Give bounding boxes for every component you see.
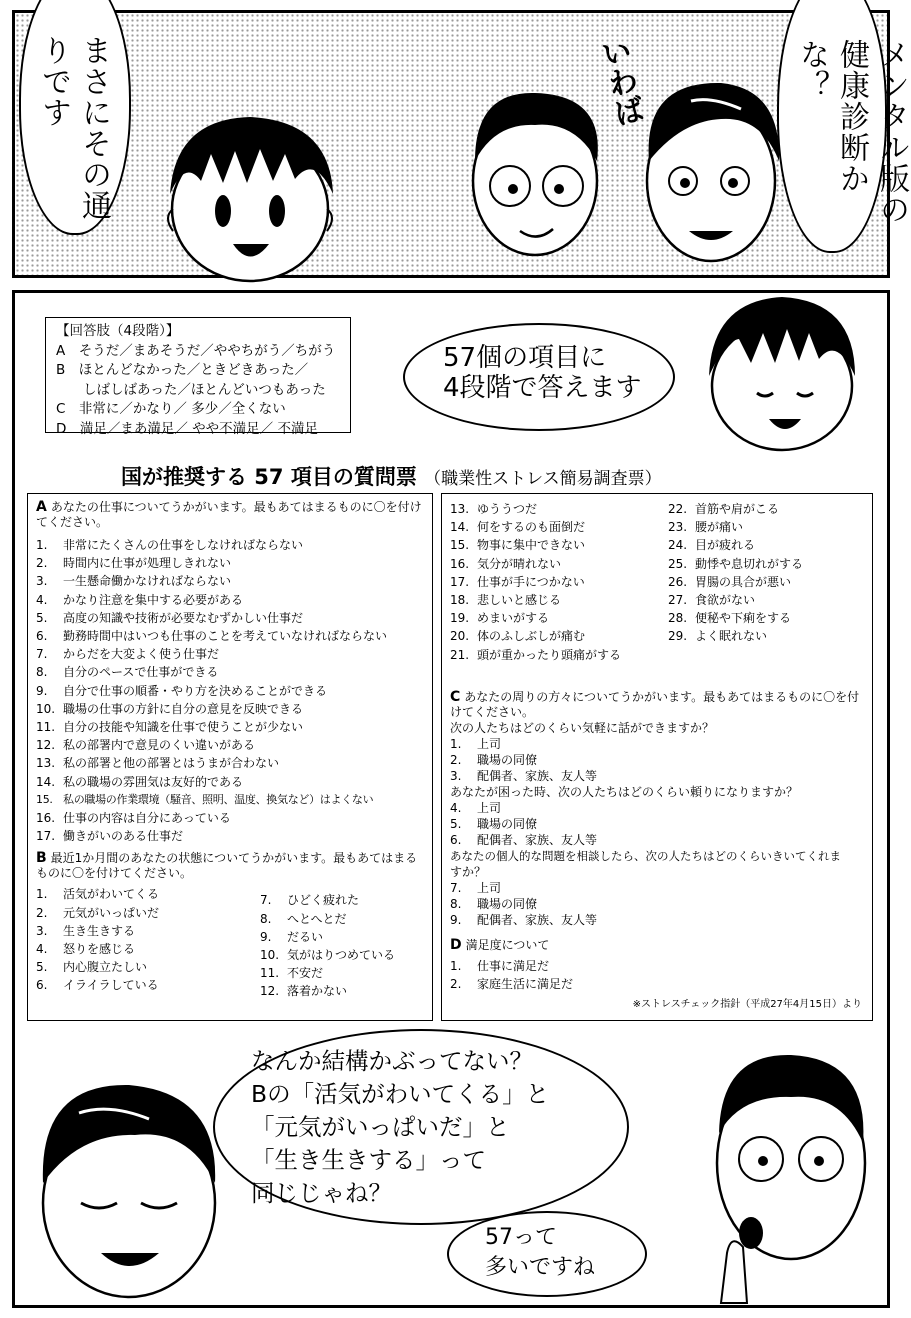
speech-line: 57個の項目に [443, 343, 607, 373]
item-text: 内心腹立たしい [63, 960, 148, 975]
section-b-item [668, 627, 803, 645]
section-a-item [36, 609, 424, 627]
section-a-letter: A [36, 499, 47, 515]
item-number: 28. [668, 611, 688, 626]
item-number: 6. [36, 629, 48, 644]
item-text: 動悸や息切れがする [695, 556, 804, 571]
line-number: 5. [450, 817, 462, 831]
section-d-item [450, 957, 864, 975]
item-number: 26. [668, 574, 688, 589]
item-number: 5. [36, 960, 48, 975]
item-text: 何をするのも面倒だ [477, 520, 586, 535]
source-note: ※ストレスチェック指針（平成27年4月15日）より [632, 999, 862, 1010]
section-b-item [668, 609, 803, 627]
section-b-item [36, 976, 159, 994]
section-a-item [36, 663, 424, 681]
section-d-letter: D [450, 937, 462, 953]
section-b-list-col4 [668, 500, 803, 646]
line-number: 7. [450, 881, 462, 895]
item-number: 19. [450, 611, 470, 626]
item-number: 10. [260, 948, 280, 963]
speech-line: 4段階で答えます [443, 373, 642, 403]
section-b-item [450, 627, 621, 645]
line-text: 職場の同僚 [477, 897, 538, 911]
item-number: 25. [668, 556, 688, 571]
item-text: 勤務時間中はいつも仕事のことを考えていなければならない [63, 629, 388, 644]
section-b-item [668, 518, 803, 536]
speech-text-right: メンタル版の健康診断かな？ [794, 39, 909, 225]
item-text: 便秘や下痢をする [695, 611, 792, 626]
answer-option-line: D 満足／まあ満足／ やや不満足／ 不満足 [56, 420, 318, 437]
glasses-man-face-illustration-2 [691, 1033, 881, 1303]
speech-line: 同じじゃね？ [251, 1179, 392, 1207]
item-number: 27. [668, 593, 688, 608]
line-number: 6. [450, 833, 462, 847]
item-text: 目が疲れる [695, 538, 756, 553]
speech-text-top [443, 343, 663, 403]
questionnaire-right-box [441, 493, 873, 1021]
item-text: 仕事の内容は自分にあっている [63, 811, 231, 826]
speech-line: 多いですね [485, 1255, 596, 1280]
section-b-intro: 最近1か月間のあなたの状態についてうかがいます。最もあてはまるものに〇を付けてください。 [36, 851, 418, 881]
boy-face-illustration [145, 99, 355, 289]
questionnaire-title [121, 461, 662, 491]
section-c-line [450, 736, 864, 752]
section-b-item [450, 609, 621, 627]
section-a-item [36, 827, 424, 845]
line-text: 上司 [477, 737, 502, 751]
section-a-header [36, 500, 424, 530]
title-main: 国が推奨する 57 項目の質問票 [121, 465, 417, 489]
section-c-letter: C [450, 689, 461, 705]
item-number: 21. [450, 647, 470, 662]
item-number: 8. [260, 911, 272, 926]
item-number: 4. [36, 942, 48, 957]
line-text: 上司 [477, 801, 502, 815]
item-number: 15. [450, 538, 470, 553]
item-text: 働きがいのある仕事だ [63, 829, 184, 844]
item-number: 2. [36, 556, 48, 571]
older-man-face-illustration [631, 71, 791, 271]
item-number: 17. [36, 829, 56, 844]
item-number: 15. [36, 792, 53, 806]
item-text: 悲しいと感じる [477, 593, 562, 608]
panel-2 [12, 290, 890, 1308]
section-c-header [450, 690, 864, 720]
item-text: ひどく疲れた [287, 893, 360, 908]
item-number: 2. [450, 977, 462, 992]
section-b-item [450, 500, 621, 518]
item-text: 不安だ [287, 966, 324, 981]
item-text: 自分のペースで仕事ができる [63, 665, 219, 680]
section-d-intro: 満足度について [465, 938, 550, 952]
item-number: 16. [36, 811, 56, 826]
section-c-list [450, 720, 864, 928]
item-number: 13. [36, 756, 56, 771]
section-b-item [450, 573, 621, 591]
section-c-line [450, 752, 864, 768]
item-number: 11. [260, 966, 280, 981]
item-number: 1. [450, 959, 462, 973]
section-a-item [36, 700, 424, 718]
item-text: めまいがする [477, 611, 550, 626]
answer-options-heading: 【回答肢（4段階）】 [56, 323, 180, 339]
item-text: からだを大変よく使う仕事だ [63, 647, 220, 662]
section-b-item [450, 646, 621, 664]
section-b-item [36, 940, 159, 958]
section-d-item [450, 975, 864, 993]
section-b-item [450, 591, 621, 609]
boy-face-illustration-2 [687, 281, 877, 461]
questionnaire-left-box [27, 493, 433, 1021]
item-number: 1. [36, 887, 48, 902]
section-a-item [36, 682, 424, 700]
item-text: 首筋や肩がこる [695, 502, 780, 516]
item-text: へとへとだ [287, 911, 347, 926]
item-text: 私の部署内で意見のくい違いがある [63, 738, 256, 753]
item-number: 6. [36, 978, 48, 993]
item-number: 13. [450, 502, 470, 516]
section-b-item [260, 928, 395, 946]
section-c-line [450, 832, 864, 848]
line-text: 上司 [477, 881, 502, 895]
item-text: ゆううつだ [477, 502, 538, 516]
section-c-line [450, 864, 864, 880]
item-number: 8. [36, 665, 48, 680]
item-number: 17. [450, 574, 470, 589]
item-text: 腰が痛い [695, 520, 744, 535]
line-number: 3. [450, 769, 462, 783]
item-number: 5. [36, 610, 48, 625]
section-a-item [36, 572, 424, 590]
section-c-line [450, 768, 864, 784]
section-c-line [450, 848, 864, 864]
section-a-item [36, 591, 424, 609]
section-b-header [36, 851, 424, 881]
section-a-item [36, 554, 424, 572]
section-b-item [260, 982, 395, 1000]
item-number: 12. [260, 984, 280, 999]
item-text: 私の部署と他の部署とはうまが合わない [63, 756, 280, 771]
item-number: 4. [36, 592, 48, 607]
item-number: 12. [36, 738, 56, 753]
item-number: 14. [450, 520, 470, 535]
answer-option-line: A そうだ／まあそうだ／ややちがう／ちがう [56, 342, 336, 359]
item-number: 29. [668, 629, 688, 644]
section-b-item [36, 922, 159, 940]
item-number: 10. [36, 701, 56, 716]
answer-option-line: しばしばあった／ほとんどいつもあった [56, 381, 326, 398]
section-d-header [450, 938, 864, 953]
line-text: 職場の同僚 [477, 753, 538, 767]
item-number: 7. [260, 893, 272, 908]
item-number: 2. [36, 905, 48, 920]
item-text: 自分の技能や知識を仕事で使うことが少ない [63, 720, 304, 735]
item-number: 23. [668, 520, 688, 535]
section-a-item [36, 809, 424, 827]
item-text: 頭が重かったり頭痛がする [477, 647, 622, 662]
line-number: 9. [450, 913, 462, 927]
item-text: 元気がいっぱいだ [63, 905, 160, 920]
section-b-item [450, 536, 621, 554]
line-text: あなたの個人的な問題を相談したら、次の人たちはどのくらいきいてくれま [450, 849, 841, 863]
section-b-item [668, 536, 803, 554]
line-text: 配偶者、家族、友人等 [477, 833, 598, 847]
item-number: 3. [36, 574, 48, 589]
section-a-item [36, 791, 424, 809]
item-text: 活気がわいてくる [63, 887, 160, 902]
item-text: 気分が晴れない [477, 556, 562, 571]
speech-line: 「生き生きする」って [251, 1146, 486, 1174]
section-a-item [36, 718, 424, 736]
section-c-line [450, 816, 864, 832]
item-text: 胃腸の具合が悪い [695, 574, 792, 589]
item-text: 自分で仕事の順番・やり方を決めることができる [63, 683, 328, 698]
section-b-list-col3 [450, 500, 621, 664]
item-text: 物事に集中できない [477, 538, 586, 553]
item-text: 高度の知識や技術が必要なむずかしい仕事だ [63, 610, 304, 625]
section-b-item [450, 555, 621, 573]
answer-option-line: C 非常に／かなり／ 多少／全くない [56, 401, 286, 417]
speech-line: なんか結構かぶってない？ [251, 1047, 533, 1075]
section-b-item [668, 591, 803, 609]
item-text: 非常にたくさんの仕事をしなければならない [63, 538, 304, 552]
item-number: 22. [668, 502, 688, 516]
item-number: 3. [36, 923, 48, 938]
item-number: 9. [36, 683, 48, 698]
item-text: 食欲がない [695, 593, 756, 608]
item-number: 24. [668, 538, 688, 553]
speech-line: 57って [485, 1225, 557, 1250]
panel-1 [12, 10, 909, 278]
section-b-item [668, 573, 803, 591]
section-a-item [36, 627, 424, 645]
item-text: 仕事が手につかない [477, 574, 585, 589]
item-number: 14. [36, 774, 56, 789]
line-text: 職場の同僚 [477, 817, 538, 831]
item-text: 一生懸命働かなければならない [63, 574, 232, 589]
section-b-letter: B [36, 850, 47, 867]
item-text: 時間内に仕事が処理しきれない [63, 556, 232, 571]
line-text: 配偶者、家族、友人等 [477, 913, 598, 927]
section-b-item [260, 964, 395, 982]
section-a-item [36, 754, 424, 772]
section-b-item [450, 518, 621, 536]
item-number: 18. [450, 593, 470, 608]
section-a-item [36, 773, 424, 791]
line-text: すか？ [450, 865, 487, 879]
speech-text-left: まさにその通りです [36, 35, 111, 221]
item-number: 20. [450, 629, 470, 644]
speech-text-bottom-small [485, 1223, 595, 1283]
item-text: だるい [287, 929, 324, 944]
section-c-line [450, 800, 864, 816]
line-text: 次の人たちはどのくらい気軽に話ができますか？ [450, 721, 715, 735]
section-c-intro: あなたの周りの方々についてうかがいます。最もあてはまるものに〇を付けてください。 [450, 690, 860, 719]
glasses-man-face-illustration [455, 81, 615, 261]
item-text: イライラしている [63, 978, 159, 993]
section-c-line [450, 912, 864, 928]
item-text: よく眠れない [695, 629, 768, 644]
section-a-item [36, 736, 424, 754]
item-number: 9. [260, 929, 272, 944]
item-text: 仕事に満足だ [477, 959, 550, 973]
answer-option-line: B ほとんどなかった／ときどきあった／ [56, 362, 309, 378]
section-b-item [668, 500, 803, 518]
section-b-item [260, 891, 395, 909]
section-a-item [36, 536, 424, 554]
section-a-intro: あなたの仕事についてうかがいます。最もあてはまるものに〇を付けてください。 [36, 500, 422, 529]
item-number: 11. [36, 720, 56, 735]
section-b-item [260, 946, 395, 964]
item-text: 怒りを感じる [63, 942, 136, 957]
item-text: 私の職場の雰囲気は友好的である [63, 774, 244, 789]
line-text: 配偶者、家族、友人等 [477, 769, 598, 783]
speech-line: Bの「活気がわいてくる」と [251, 1080, 550, 1108]
item-text: 私の職場の作業環境（騒音、照明、温度、換気など）はよくない [63, 792, 374, 806]
section-a-item [36, 645, 424, 663]
item-text: かなり注意を集中する必要がある [63, 592, 244, 607]
older-man-face-illustration-2 [19, 1063, 229, 1303]
item-number: 16. [450, 556, 470, 571]
line-number: 2. [450, 753, 462, 767]
line-text: あなたが困った時、次の人たちはどのくらい頼りになりますか？ [450, 785, 799, 799]
speech-text-bottom-large [251, 1045, 549, 1210]
title-sub: （職業性ストレス簡易調査票） [424, 469, 662, 489]
item-text: 落着かない [287, 984, 348, 999]
answer-options-box [45, 317, 351, 437]
section-c-line [450, 896, 864, 912]
item-text: 職場の仕事の方針に自分の意見を反映できる [63, 701, 304, 716]
section-b-list-col2 [260, 891, 395, 1000]
section-c-line [450, 720, 864, 736]
section-b-item [36, 904, 159, 922]
line-number: 8. [450, 897, 462, 911]
item-text: 生き生きする [63, 923, 136, 938]
line-number: 1. [450, 737, 462, 751]
item-number: 7. [36, 647, 48, 662]
item-text: 家庭生活に満足だ [477, 977, 574, 992]
section-b-item [260, 910, 395, 928]
speech-line: 「元気がいっぱいだ」と [251, 1113, 510, 1141]
sfx-iwaba: いわば [593, 34, 646, 130]
item-text: 体のふしぶしが痛む [477, 629, 586, 644]
section-b-item [36, 885, 159, 903]
item-text: 気がはりつめている [287, 948, 396, 963]
line-number: 4. [450, 801, 462, 815]
item-number: 1. [36, 538, 48, 552]
section-a-list [36, 536, 424, 845]
section-c-line [450, 784, 864, 800]
section-c-line [450, 880, 864, 896]
section-b-item [668, 555, 803, 573]
section-b-item [36, 958, 159, 976]
section-b-list-col1 [36, 885, 159, 994]
